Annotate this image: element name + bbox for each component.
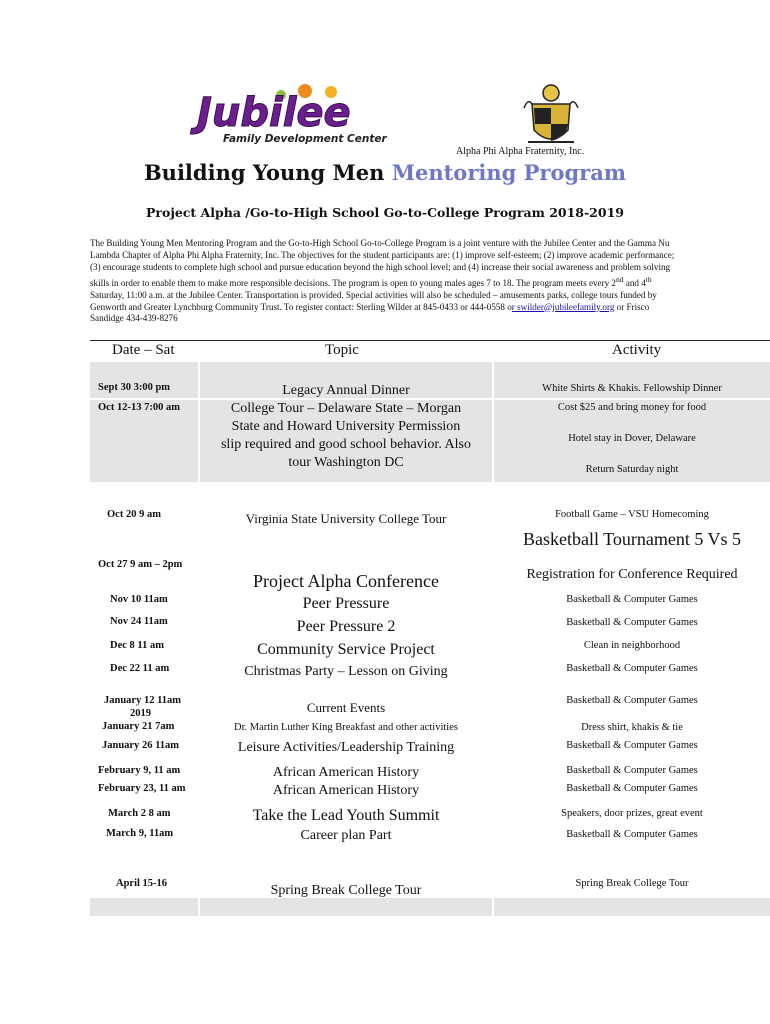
topic-cell: Spring Break College Tour	[270, 883, 422, 898]
email-link[interactable]: r swilder@jubileefamily.org	[511, 301, 615, 312]
table-top-rule	[90, 340, 770, 341]
date-cell: Nov 10 11am	[110, 594, 168, 605]
topic-cell: tour Washington DC	[288, 455, 404, 470]
title-part-2: Mentoring Program	[391, 160, 627, 185]
date-cell: March 9, 11am	[106, 828, 174, 839]
column-sep-4	[492, 898, 494, 916]
date-cell: Dec 22 11 am	[110, 663, 170, 674]
date-cell: January 26 11am	[102, 740, 180, 751]
activity-cell: Basketball & Computer Games	[566, 594, 698, 605]
intro-text-3: Saturday, 11:00 a.m. at the Jubilee Center. Transportation is provided. Special activities will also be scheduled – amusements parks, college tours funded by Genworth and Greater Lynchburg Community Trust. To register contact: Sterling Wilder at 845-0433 or 444-0558 o	[90, 289, 657, 312]
date-cell: Oct 27 9 am – 2pm	[98, 559, 183, 570]
logo-tagline: Family Development Center	[223, 133, 387, 145]
activity-cell: Basketball & Computer Games	[566, 695, 698, 706]
date-cell: Oct 20 9 am	[107, 509, 161, 520]
activity-cell: Basketball & Computer Games	[566, 617, 698, 628]
activity-cell: Basketball & Computer Games	[566, 765, 698, 776]
activity-cell: Registration for Conference Required	[526, 567, 738, 582]
topic-cell: African American History	[272, 765, 420, 780]
activity-cell: Hotel stay in Dover, Delaware	[568, 433, 696, 444]
activity-cell: Basketball Tournament 5 Vs 5	[522, 529, 742, 549]
page-subtitle: Project Alpha /Go-to-High School Go-to-College Program 2018-2019	[146, 205, 624, 220]
topic-cell: Community Service Project	[257, 641, 435, 658]
topic-cell: Project Alpha Conference	[253, 571, 439, 591]
fraternity-crest-icon	[522, 78, 580, 150]
intro-sup-1: nd	[615, 274, 624, 284]
intro-text-2: and 4	[623, 277, 646, 288]
page-title	[0, 160, 770, 185]
jubilee-logo	[193, 80, 387, 150]
date-cell: February 23, 11 am	[98, 783, 186, 794]
activity-cell: Cost $25 and bring money for food	[557, 402, 707, 413]
date-cell: Nov 24 11am	[110, 616, 168, 627]
topic-cell: Virginia State University College Tour	[245, 511, 447, 526]
band-1	[90, 362, 770, 380]
activity-cell: Return Saturday night	[585, 464, 679, 475]
date-cell: 2019	[130, 708, 151, 719]
activity-cell: Football Game – VSU Homecoming	[555, 509, 709, 520]
date-cell: April 15-16	[116, 878, 168, 889]
activity-cell: Spring Break College Tour	[575, 878, 689, 889]
date-cell: January 21 7am	[102, 721, 175, 732]
topic-cell: Legacy Annual Dinner	[282, 383, 410, 398]
intro-paragraph	[90, 238, 680, 325]
topic-cell: Take the Lead Youth Summit	[252, 807, 440, 824]
activity-cell: Basketball & Computer Games	[566, 783, 698, 794]
topic-cell: Peer Pressure	[302, 595, 390, 612]
activity-cell: White Shirts & Khakis. Fellowship Dinner	[542, 383, 722, 394]
title-part-1: Building Young Men	[143, 160, 385, 185]
header-topic: Topic	[325, 342, 359, 358]
activity-cell: Speakers, door prizes, great event	[561, 808, 703, 819]
topic-cell: Current Events	[306, 700, 386, 715]
topic-cell: Dr. Martin Luther King Breakfast and other activities	[234, 722, 458, 733]
header-activity: Activity	[612, 342, 662, 358]
activity-cell: Dress shirt, khakis & tie	[581, 722, 683, 733]
topic-cell: Leisure Activities/Leadership Training	[237, 740, 455, 755]
activity-cell: Clean in neighborhood	[583, 640, 681, 651]
intro-text-1: The Building Young Men Mentoring Program and the Go-to-High School Go-to-College Program is a joint venture with the Jubilee Center and the Gamma Nu Lambda Chapter of Alpha Phi Alpha Fraternity, Inc. The objectives for the student participants are: (1) improve self-esteem; (2) improve academic performance; (3) encourage students to complete high school and pursue education beyond the high school level; and (4) increase their social awareness and problem solving skills in order to enable them to make more responsible decisions. The program is open to young males ages 7 to 18. The program meets every 2	[90, 238, 675, 288]
date-cell: Sept 30 3:00 pm	[98, 382, 171, 393]
topic-cell: African American History	[272, 783, 420, 798]
activity-cell: Basketball & Computer Games	[566, 740, 698, 751]
intro-sup-2: th	[645, 274, 652, 284]
topic-cell: State and Howard University Permission	[231, 419, 461, 434]
date-cell: January 12 11am	[104, 695, 182, 706]
activity-cell: Basketball & Computer Games	[566, 663, 698, 674]
fraternity-name: Alpha Phi Alpha Fraternity, Inc.	[456, 146, 585, 157]
topic-cell: Christmas Party – Lesson on Giving	[244, 664, 448, 679]
date-cell: Dec 8 11 am	[110, 640, 164, 651]
topic-cell: College Tour – Delaware State – Morgan	[230, 401, 462, 416]
date-cell: February 9, 11 am	[98, 765, 181, 776]
logo-word: Jubilee	[197, 90, 351, 136]
column-sep-3	[198, 898, 200, 916]
band-bottom	[90, 898, 770, 916]
topic-cell: slip required and good school behavior. Also	[220, 437, 472, 452]
date-cell: March 2 8 am	[108, 808, 171, 819]
activity-cell: Basketball & Computer Games	[566, 829, 698, 840]
date-cell: Oct 12-13 7:00 am	[98, 402, 180, 413]
intro-text-4: or Frisco Sandidge 434-439-8276	[90, 301, 650, 324]
header-date: Date – Sat	[112, 342, 175, 358]
topic-cell: Peer Pressure 2	[296, 618, 396, 635]
topic-cell: Career plan Part	[300, 828, 392, 843]
